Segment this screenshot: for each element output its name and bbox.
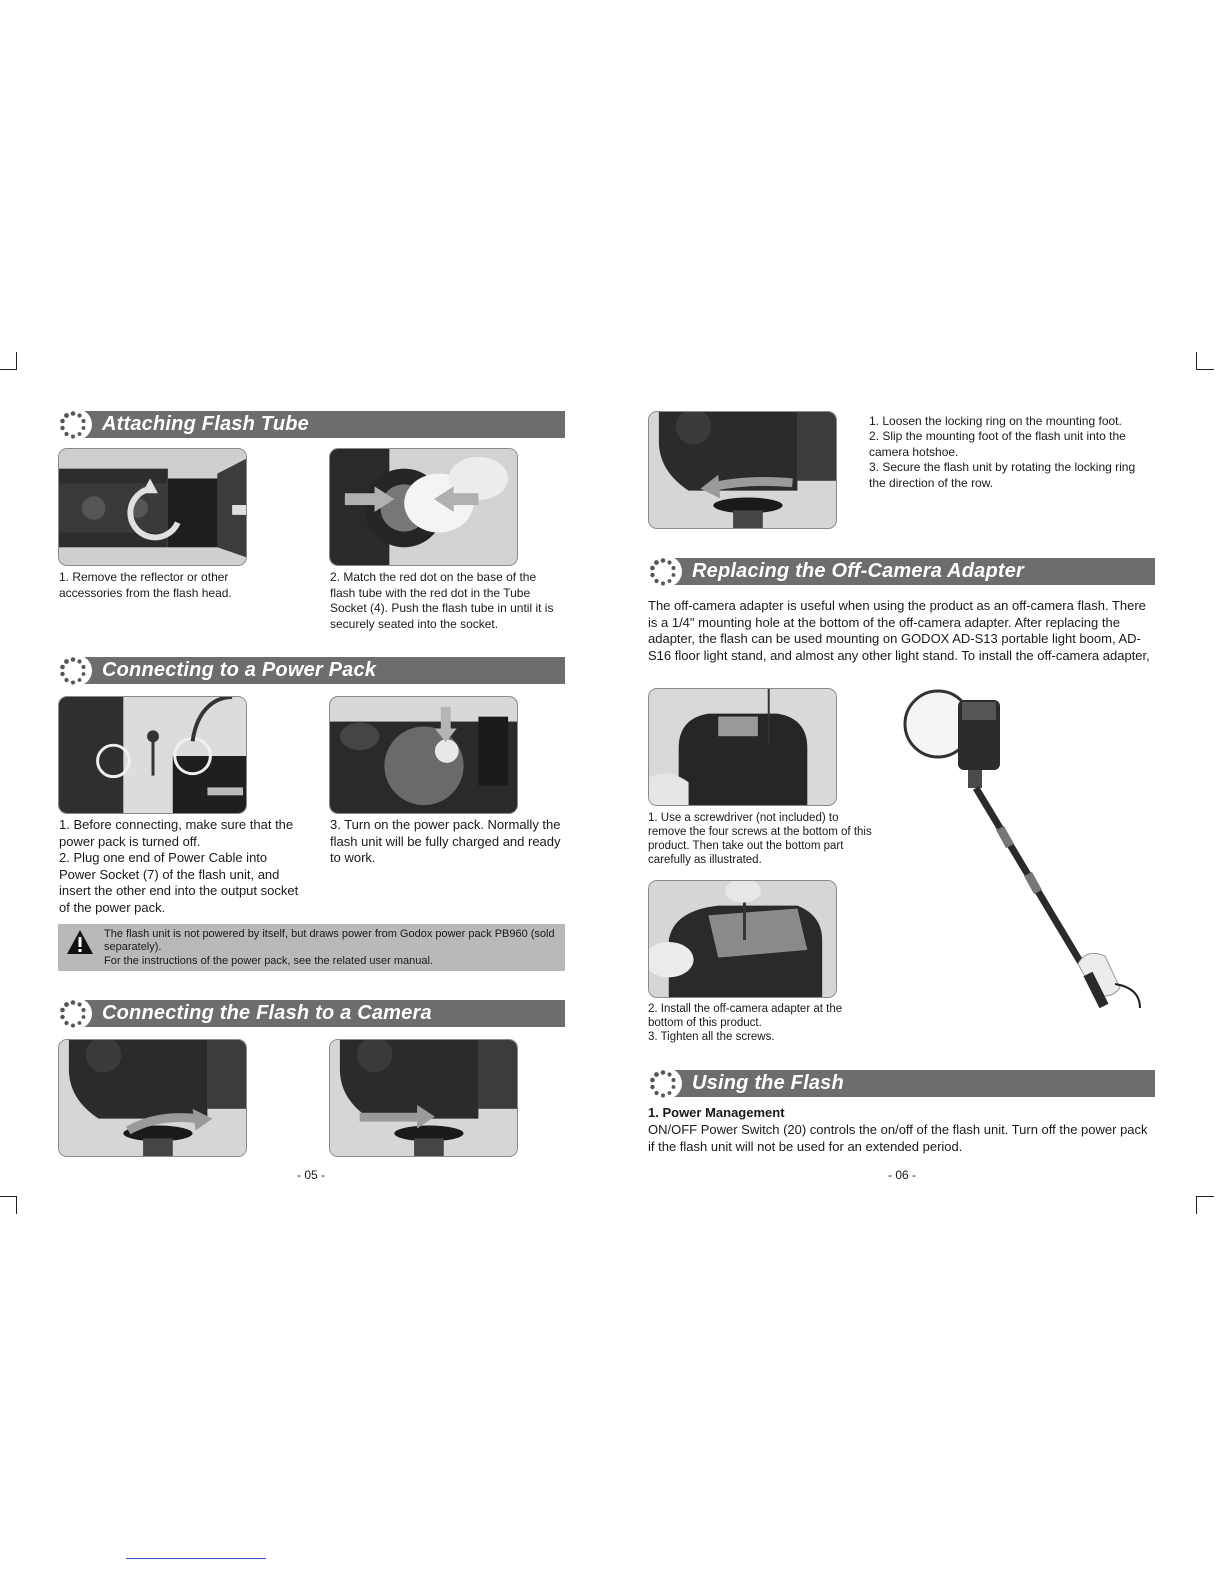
power-management-text: ON/OFF Power Switch (20) controls the on/off of the flash unit. Turn off the power pack if the flash unit will not be used for an extended period. [648, 1122, 1148, 1154]
photo-camera-mount-slide [329, 1039, 518, 1157]
caption-attaching-step2: 2. Match the red dot on the base of the flash tube with the red dot in the Tube Socket (4). Push the flash tube in until it is securely seated into the socket. [330, 570, 554, 631]
dotted-ring-icon [644, 1068, 682, 1099]
section-title: Connecting the Flash to a Camera [102, 1002, 432, 1024]
page-number-left: - 05 - [297, 1168, 326, 1182]
section-title: Replacing the Off-Camera Adapter [692, 560, 1025, 582]
caption-hotshoe-step2: 2. Slip the mounting foot of the flash unit into the camera hotshoe. [869, 429, 1126, 459]
crop-mark [16, 352, 17, 370]
note-text-line1: The flash unit is not powered by itself, but draws power from Godox power pack PB960 (sold separately). [104, 928, 555, 954]
caption-hotshoe-step1: 1. Loosen the locking ring on the mounting foot. [869, 414, 1122, 428]
caption-power-step2: 2. Plug one end of Power Cable into Power Socket (7) of the flash unit, and insert the other end into the output socket of the power pack. [59, 850, 299, 916]
section-title: Connecting to a Power Pack [102, 659, 377, 681]
caption-attaching-step1: 1. Remove the reflector or other accessories from the flash head. [59, 570, 232, 600]
photo-install-adapter [648, 880, 837, 998]
page-number-right: - 06 - [888, 1168, 917, 1182]
section-header-attaching-flash-tube [58, 411, 565, 438]
section-header-flash-to-camera [58, 1000, 565, 1027]
photo-insert-flash-tube [329, 448, 518, 566]
caption-adapter-step3: 3. Tighten all the screws. [648, 1031, 775, 1043]
crop-mark [1196, 352, 1197, 370]
section-header-off-camera-adapter [648, 558, 1155, 585]
caption-power-step1: 1. Before connecting, make sure that the power pack is turned off. [59, 817, 294, 849]
crop-mark [1196, 1196, 1197, 1214]
crop-mark [0, 1196, 17, 1197]
dotted-ring-icon [644, 556, 682, 587]
dotted-ring-icon [54, 409, 92, 440]
section-title: Using the Flash [692, 1072, 844, 1094]
crop-mark [1196, 369, 1214, 370]
section-title: Attaching Flash Tube [102, 413, 309, 435]
crop-mark [16, 1196, 17, 1214]
photo-remove-screws [648, 688, 837, 806]
crop-mark [0, 369, 17, 370]
caption-hotshoe-step3: 3. Secure the flash unit by rotating the locking ring the direction of the row. [869, 460, 1136, 490]
footer-rule [126, 1558, 266, 1559]
caption-adapter-step2: 2. Install the off-camera adapter at the bottom of this product. [648, 1003, 843, 1029]
caption-power-step3: 3. Turn on the power pack. Normally the flash unit will be fully charged and ready to work. [330, 817, 561, 866]
illustration-flash-on-boom [900, 688, 1150, 1018]
section-header-power-pack [58, 657, 565, 684]
photo-power-cable [58, 696, 247, 814]
dotted-ring-icon [54, 655, 92, 686]
photo-remove-reflector [58, 448, 247, 566]
photo-hotshoe-lock [648, 411, 837, 529]
note-text-line2: For the instructions of the power pack, see the related user manual. [104, 954, 433, 967]
crop-mark [1196, 1196, 1214, 1197]
caption-adapter-step1: 1. Use a screwdriver (not included) to remove the four screws at the bottom of this product. Then take out the bottom part carefully as illustrated. [648, 812, 872, 866]
dotted-ring-icon [54, 998, 92, 1029]
power-management-heading: 1. Power Management [648, 1105, 785, 1120]
warning-triangle-icon [66, 929, 94, 955]
section-header-using-the-flash [648, 1070, 1155, 1097]
photo-camera-mount-rotate [58, 1039, 247, 1157]
photo-power-pack-switch [329, 696, 518, 814]
adapter-intro-text: The off-camera adapter is useful when using the product as an off-camera flash. There is a 1/4" mounting hole at the bottom of the off-camera adapter. After replacing the adapter, the flash can be used mounting on GODOX AD-S13 portable light boom, AD-S16 floor light stand, and almost any other light stand. To install the off-camera adapter, [648, 598, 1150, 663]
note-box-power-pack [58, 924, 565, 971]
